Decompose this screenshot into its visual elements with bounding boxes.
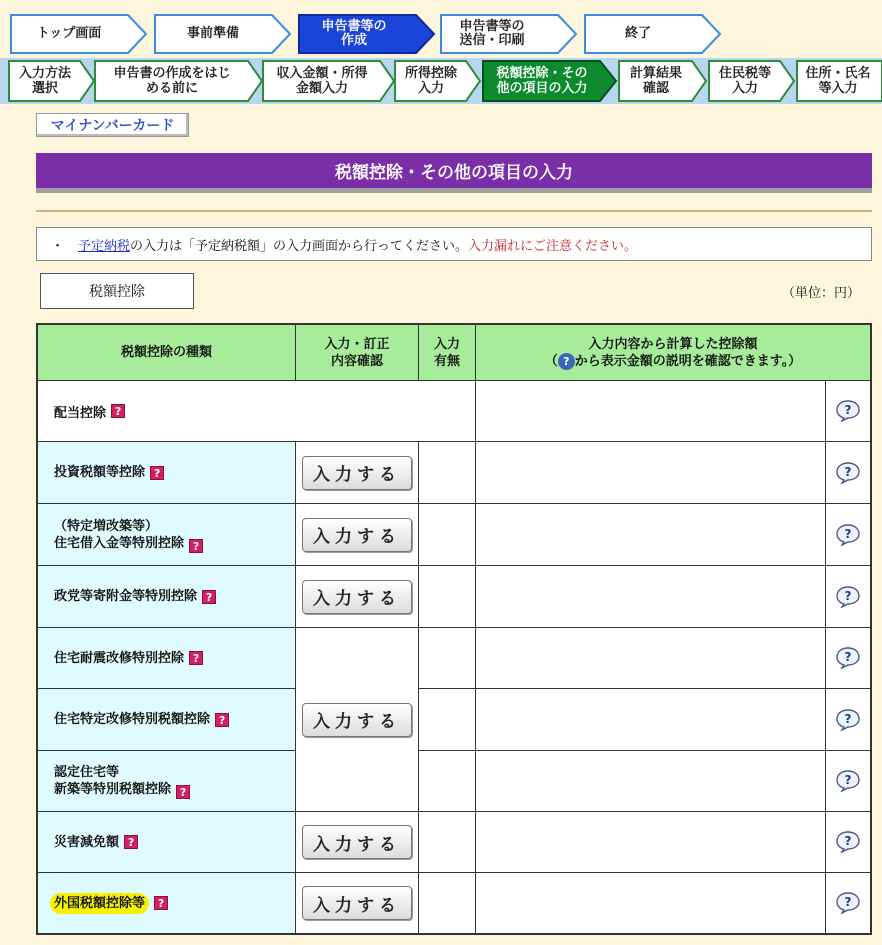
help-bubble-icon[interactable] (835, 586, 861, 608)
amount-cell (476, 689, 826, 751)
help-bubble-icon[interactable] (835, 647, 861, 669)
help-cell (826, 628, 870, 689)
presence-cell (419, 504, 476, 566)
help-bubble-icon[interactable] (835, 462, 861, 484)
presence-cell (419, 812, 476, 873)
presence-cell (419, 442, 476, 504)
input-cell (296, 873, 419, 933)
input-button-foreign-tax[interactable]: 入力する (302, 886, 412, 920)
row-label: 政党等寄附金等特別控除 (54, 589, 198, 604)
sub-step-nav (0, 58, 882, 104)
svg-text:?: ? (844, 834, 852, 848)
tax-credit-table (36, 323, 872, 935)
unit-label: （単位：円） (781, 286, 860, 301)
notice-text: の入力は「予定納税額」の入力画面から行ってください。 (130, 238, 469, 254)
input-button-housing-loan[interactable]: 入力する (302, 518, 412, 552)
help-badge-icon[interactable]: ? (189, 539, 203, 553)
table-row-political-donation-label (38, 566, 296, 628)
notice-box (36, 227, 872, 261)
amount-cell (476, 566, 826, 628)
input-cell (296, 566, 419, 628)
table-row-certified-housing-label (38, 751, 296, 812)
help-bubble-icon[interactable] (835, 709, 861, 731)
help-badge-icon[interactable]: ? (176, 785, 190, 799)
row-label: 認定住宅等 新築等特別税額控除 (54, 765, 172, 797)
header-type: 税額控除の種類 (38, 325, 296, 381)
section-label: 税額控除 (40, 273, 194, 309)
input-cell (296, 504, 419, 566)
svg-text:?: ? (844, 711, 852, 726)
presence-cell (419, 628, 476, 689)
help-badge-icon[interactable]: ? (189, 651, 203, 665)
input-button-disaster[interactable]: 入力する (302, 825, 412, 859)
help-cell (826, 566, 870, 628)
row-label: 災害減免額 (54, 834, 120, 850)
help-bubble-icon[interactable] (835, 400, 861, 422)
svg-text:?: ? (844, 650, 852, 664)
help-cell (826, 504, 870, 566)
amount-cell (476, 812, 826, 873)
row-label: 配当控除 (54, 405, 107, 421)
main-step-nav (0, 0, 882, 58)
notice-bullet: ・ (51, 238, 65, 254)
help-badge-icon[interactable]: ? (154, 896, 168, 910)
notice-warning: 入力漏れにご注意ください。 (468, 238, 638, 254)
input-cell (296, 812, 419, 873)
input-button-investment[interactable]: 入力する (302, 456, 412, 490)
help-bubble-icon[interactable] (835, 524, 861, 546)
header-amount-line2 (545, 353, 801, 370)
svg-text:?: ? (844, 526, 852, 541)
table-row-housing-loan-label (38, 504, 296, 566)
substep-label: 税額控除・その 他の項目の入力 (496, 66, 588, 96)
svg-text:?: ? (844, 588, 852, 603)
table-row-investment-label (38, 442, 296, 504)
substep-label: 住民税等 入力 (718, 66, 771, 96)
table-row-seismic-label (38, 628, 296, 689)
substep-label: 入力方法 選択 (18, 66, 71, 96)
help-cell (826, 442, 870, 504)
table-row-foreign-tax-label (38, 873, 296, 933)
presence-cell (419, 566, 476, 628)
page-title: 税額控除・その他の項目の入力 (36, 153, 872, 193)
input-button-housing-renovation[interactable]: 入力する (302, 703, 412, 737)
amount-cell (476, 628, 826, 689)
divider (36, 210, 872, 212)
step-label: 事前準備 (186, 26, 239, 41)
amount-cell (476, 751, 826, 812)
help-cell (826, 812, 870, 873)
input-button-political-donation[interactable]: 入力する (302, 580, 412, 614)
substep-label: 申告書の作成をはじ める前に (113, 66, 231, 96)
table-row-specific-renovation-label (38, 689, 296, 751)
amount-cell (476, 442, 826, 504)
help-badge-icon[interactable]: ? (124, 835, 138, 849)
row-label-highlighted: 外国税額控除等 (50, 893, 149, 914)
header-input: 入力・訂正 内容確認 (296, 325, 419, 381)
presence-cell (419, 751, 476, 812)
header-amount-prefix: （ (544, 353, 558, 369)
substep-label: 計算結果 確認 (629, 66, 682, 96)
scheduled-payment-link[interactable]: 予定納税 (78, 238, 131, 254)
step-label: 申告書等の 送信・印刷 (459, 19, 525, 48)
header-amount-suffix: から表示金額の説明を確認できます。） (574, 353, 802, 369)
presence-cell (419, 689, 476, 751)
input-cell (296, 442, 419, 504)
help-bubble-icon: ? (558, 353, 575, 370)
table-row-disaster-label (38, 812, 296, 873)
mynumber-card-button[interactable]: マイナンバーカード (36, 113, 189, 137)
help-badge-icon[interactable]: ? (150, 466, 164, 480)
row-label: 住宅耐震改修特別控除 (54, 650, 185, 666)
svg-text:?: ? (844, 895, 852, 909)
step-label: 申告書等の 作成 (321, 19, 387, 48)
help-cell (826, 689, 870, 751)
substep-label: 収入金額・所得 金額入力 (276, 66, 368, 96)
svg-text:?: ? (844, 403, 852, 417)
amount-cell (476, 504, 826, 566)
presence-cell (419, 873, 476, 933)
step-label: 終了 (624, 26, 651, 41)
input-cell-grouped (296, 628, 419, 812)
help-bubble-icon[interactable] (835, 770, 861, 792)
help-badge-icon[interactable]: ? (202, 590, 216, 604)
substep-label: 所得控除 入力 (404, 66, 457, 96)
help-cell (826, 751, 870, 812)
amount-cell (476, 381, 826, 442)
substep-label: 住所・氏名 等入力 (805, 66, 871, 96)
table-row-dividend-label (38, 381, 476, 442)
step-label: トップ画面 (36, 26, 102, 41)
help-cell (826, 873, 870, 933)
header-amount (476, 325, 870, 381)
row-label: 投資税額等控除 (54, 465, 146, 480)
help-cell (826, 381, 870, 442)
header-presence: 入力 有無 (419, 325, 476, 381)
header-amount-line1: 入力内容から計算した控除額 (588, 336, 758, 352)
amount-cell (476, 873, 826, 933)
svg-text:?: ? (844, 464, 852, 479)
svg-text:?: ? (844, 773, 852, 787)
help-bubble-icon[interactable] (835, 892, 861, 914)
row-label: （特定増改築等） 住宅借入金等特別控除 (54, 518, 185, 551)
help-badge-icon[interactable]: ? (215, 713, 229, 727)
help-badge-icon[interactable]: ? (111, 404, 125, 418)
row-label: 住宅特定改修特別税額控除 (54, 712, 211, 727)
help-bubble-icon[interactable] (835, 831, 861, 853)
